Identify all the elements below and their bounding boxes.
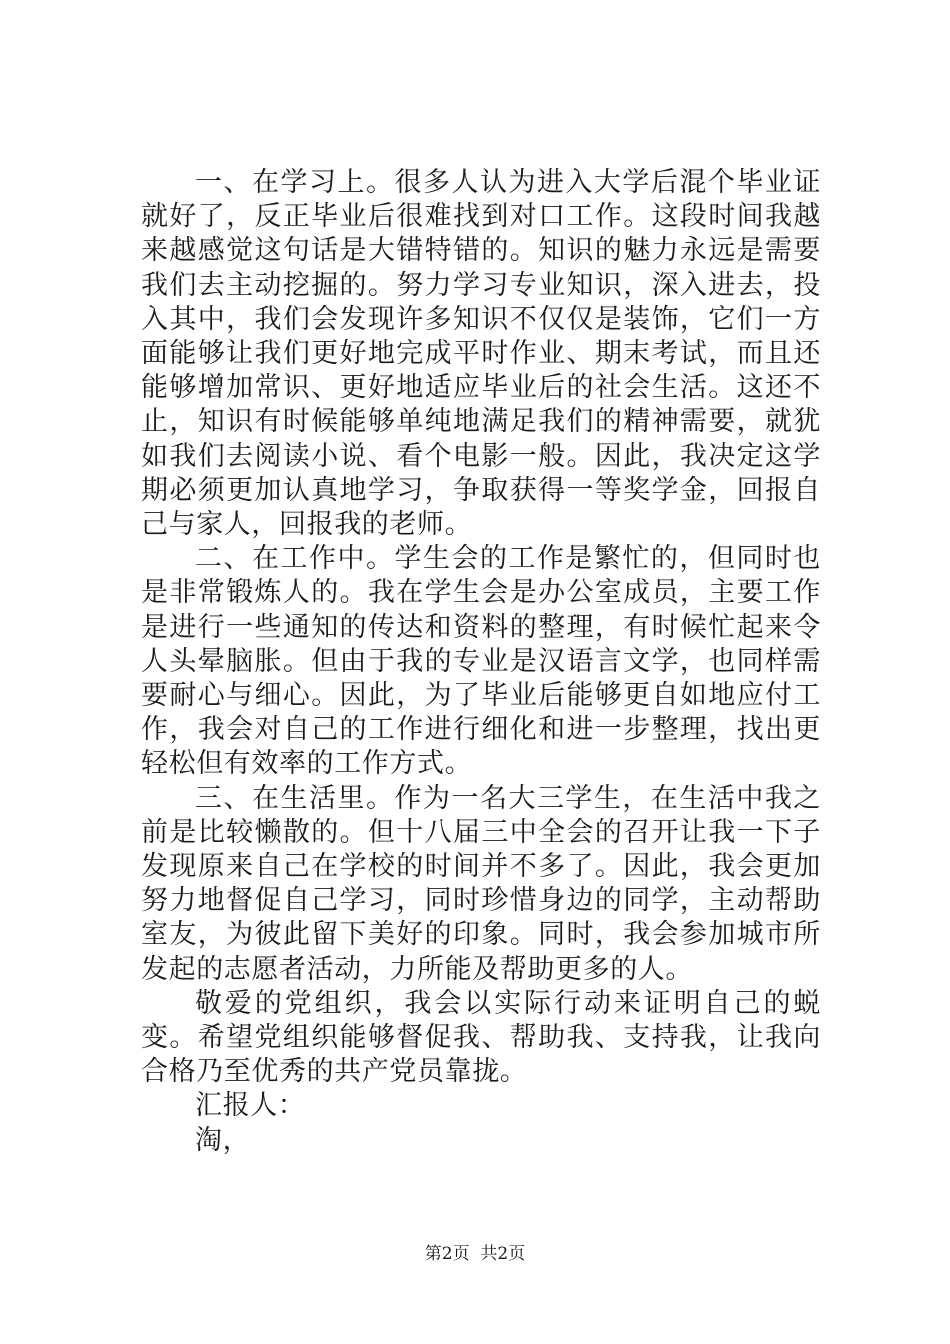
page-number: 第2页 共2页 [424,1244,526,1264]
paragraph-study: 一、在学习上。很多人认为进入大学后混个毕业证就好了，反正毕业后很难找到对口工作。这段时间我越来越感觉这句话是大错特错的。知识的魅力永远是需要我们去主动挖掘的。努力学习专业知识，深入进去，投入其中，我们会发现许多知识不仅仅是装饰，它们一方面能够让我们更好地完成平时作业、期末考试，而且还能够增加常识、更好地适应毕业后的社会生活。这还不止，知识有时候能够单纯地满足我们的精神需要，就犹如我们去阅读小说、看个电影一般。因此，我决定这学期必须更加认真地学习，争取获得一等奖学金，回报自己与家人，回报我的老师。 [141,167,821,541]
reporter-name: 淘， [195,1124,251,1156]
page-footer [0,1243,950,1265]
paragraph-work: 二、在工作中。学生会的工作是繁忙的，但同时也是非常锻炼人的。我在学生会是办公室成员，主要工作是进行一些通知的传达和资料的整理，有时候忙起来令人头晕脑胀。但由于我的专业是汉语言文学，也同样需要耐心与细心。因此，为了毕业后能够更自如地应付工作，我会对自己的工作进行细化和进一步整理，找出更轻松但有效率的工作方式。 [141,543,821,780]
reporter-label: 汇报人： [195,1090,306,1122]
document-body [141,166,821,1158]
paragraph-closing: 敬爱的党组织，我会以实际行动来证明自己的蜕变。希望党组织能够督促我、帮助我、支持我，让我向合格乃至优秀的共产党员靠拢。 [141,987,821,1088]
paragraph-life: 三、在生活里。作为一名大三学生，在生活中我之前是比较懒散的。但十八届三中全会的召开让我一下子发现原来自己在学校的时间并不多了。因此，我会更加努力地督促自己学习，同时珍惜身边的同学，主动帮助室友，为彼此留下美好的印象。同时，我会参加城市所发起的志愿者活动，力所能及帮助更多的人。 [141,782,821,985]
